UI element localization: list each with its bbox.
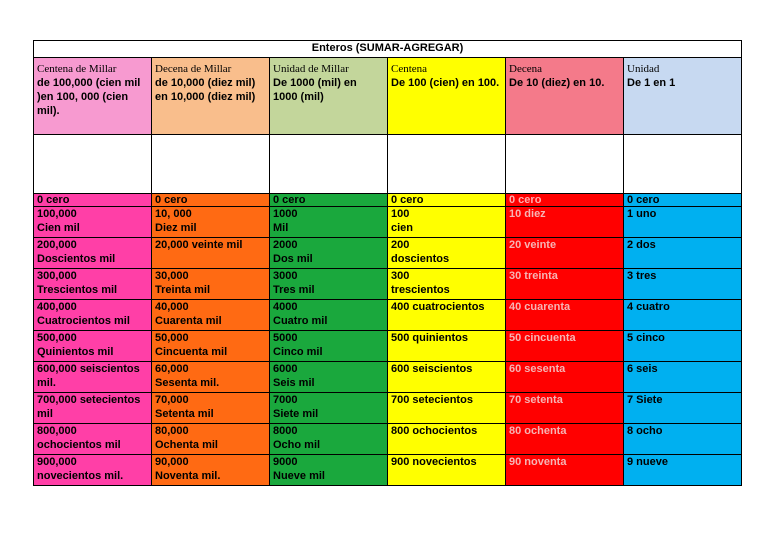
blank-cell xyxy=(34,135,152,194)
table-row xyxy=(34,300,742,331)
cell-number: 6000 xyxy=(273,363,298,375)
cell-number: 300,000 xyxy=(37,270,77,282)
cell-number: 800 ochocientos xyxy=(391,425,478,437)
cell-number: 4000 xyxy=(273,301,298,313)
cell-number: 500,000 xyxy=(37,332,77,344)
table-cell xyxy=(506,269,624,300)
table-cell xyxy=(506,455,624,486)
table-row xyxy=(34,238,742,269)
cell-words: Ocho mil xyxy=(273,439,321,451)
cell-number: 90,000 xyxy=(155,456,189,468)
zero-cell: 0 cero xyxy=(152,194,270,207)
cell-number: 10 diez xyxy=(509,208,546,220)
table-row xyxy=(34,331,742,362)
table-cell xyxy=(388,393,506,424)
table-cell xyxy=(624,207,742,238)
table-cell xyxy=(506,362,624,393)
cell-number: 700 setecientos xyxy=(391,394,473,406)
cell-number: 2000 xyxy=(273,239,298,251)
table-cell xyxy=(624,238,742,269)
cell-number: 900,000 xyxy=(37,456,77,468)
column-header-description: De 1000 (mil) en 1000 (mil) xyxy=(273,77,357,103)
table-cell xyxy=(506,207,624,238)
table-row xyxy=(34,393,742,424)
cell-words: trescientos xyxy=(391,284,450,296)
cell-number: 50,000 xyxy=(155,332,189,344)
cell-number: 50 cincuenta xyxy=(509,332,576,344)
cell-words: Quinientos mil xyxy=(37,346,114,358)
cell-number: 500 quinientos xyxy=(391,332,469,344)
cell-number: 9 nueve xyxy=(627,456,668,468)
cell-words: Nueve mil xyxy=(273,470,325,482)
zero-cell: 0 cero xyxy=(34,194,152,207)
cell-number: 8 ocho xyxy=(627,425,663,437)
cell-words: Trescientos mil xyxy=(37,284,118,296)
cell-number: 800,000 xyxy=(37,425,77,437)
table-cell xyxy=(624,455,742,486)
column-header xyxy=(506,58,624,135)
table-cell xyxy=(34,455,152,486)
cell-number: 200,000 xyxy=(37,239,77,251)
table-cell xyxy=(506,424,624,455)
cell-number: 8000 xyxy=(273,425,298,437)
cell-words: Diez mil xyxy=(155,222,197,234)
cell-number: 7 Siete xyxy=(627,394,663,406)
cell-number: 400 cuatrocientos xyxy=(391,301,485,313)
table-cell xyxy=(624,300,742,331)
table-cell xyxy=(624,269,742,300)
cell-words: Dos mil xyxy=(273,253,313,265)
table-cell xyxy=(34,331,152,362)
zero-cell: 0 cero xyxy=(506,194,624,207)
place-value-table xyxy=(33,40,742,486)
cell-words: Doscientos mil xyxy=(37,253,116,265)
column-header-description: de 100,000 (cien mil )en 100, 000 (cien mil). xyxy=(37,77,141,117)
table-cell xyxy=(624,424,742,455)
cell-words: Setenta mil xyxy=(155,408,214,420)
cell-words: mil. xyxy=(37,377,56,389)
table-cell xyxy=(270,207,388,238)
table-cell xyxy=(388,331,506,362)
table-cell xyxy=(388,238,506,269)
cell-words: Cuarenta mil xyxy=(155,315,222,327)
table-cell xyxy=(270,300,388,331)
cell-number: 70 setenta xyxy=(509,394,563,406)
zero-cell: 0 cero xyxy=(270,194,388,207)
cell-number: 7000 xyxy=(273,394,298,406)
column-header-description: De 1 en 1 xyxy=(627,77,676,89)
cell-number: 200 xyxy=(391,239,410,251)
cell-words: Cinco mil xyxy=(273,346,323,358)
table-cell xyxy=(152,455,270,486)
table-cell xyxy=(34,424,152,455)
table-cell xyxy=(506,393,624,424)
cell-number: 5000 xyxy=(273,332,298,344)
cell-number: 1000 xyxy=(273,208,298,220)
table-cell xyxy=(270,455,388,486)
blank-cell xyxy=(624,135,742,194)
zero-cell: 0 cero xyxy=(388,194,506,207)
zero-row xyxy=(34,194,742,207)
cell-number: 3 tres xyxy=(627,270,657,282)
blank-cell xyxy=(388,135,506,194)
column-header-description: de 10,000 (diez mil) en 10,000 (diez mil) xyxy=(155,77,256,103)
table-cell xyxy=(152,362,270,393)
blank-row xyxy=(34,135,742,194)
cell-words: Tres mil xyxy=(273,284,315,296)
cell-words: Cien mil xyxy=(37,222,80,234)
cell-words: Cuatro mil xyxy=(273,315,328,327)
table-cell xyxy=(388,362,506,393)
zero-cell: 0 cero xyxy=(624,194,742,207)
table-cell xyxy=(388,269,506,300)
column-header xyxy=(388,58,506,135)
cell-number: 80 ochenta xyxy=(509,425,567,437)
column-header-title: Decena xyxy=(509,63,542,75)
table-cell xyxy=(152,207,270,238)
cell-words: Cincuenta mil xyxy=(155,346,228,358)
table-row xyxy=(34,455,742,486)
cell-number: 60,000 xyxy=(155,363,189,375)
table-cell xyxy=(270,362,388,393)
table-cell xyxy=(270,393,388,424)
column-header-title: Unidad de Millar xyxy=(273,63,349,75)
cell-number: 100 xyxy=(391,208,410,220)
blank-cell xyxy=(152,135,270,194)
table-row xyxy=(34,207,742,238)
blank-cell xyxy=(506,135,624,194)
table-cell xyxy=(152,300,270,331)
table-cell xyxy=(270,269,388,300)
table-cell xyxy=(34,362,152,393)
table-cell xyxy=(270,331,388,362)
table-cell xyxy=(388,300,506,331)
table-cell xyxy=(152,269,270,300)
table-cell xyxy=(152,331,270,362)
cell-number: 2 dos xyxy=(627,239,656,251)
cell-number: 1 uno xyxy=(627,208,657,220)
cell-number: 600,000 seiscientos xyxy=(37,363,140,375)
cell-number: 700,000 setecientos xyxy=(37,394,141,406)
table-cell xyxy=(34,393,152,424)
cell-number: 9000 xyxy=(273,456,298,468)
cell-words: doscientos xyxy=(391,253,450,265)
cell-words: cien xyxy=(391,222,414,234)
column-header xyxy=(152,58,270,135)
cell-words: mil xyxy=(37,408,53,420)
cell-number: 30 treinta xyxy=(509,270,558,282)
table-cell xyxy=(506,300,624,331)
cell-number: 5 cinco xyxy=(627,332,665,344)
table-cell xyxy=(152,238,270,269)
cell-words: Cuatrocientos mil xyxy=(37,315,130,327)
table-row xyxy=(34,269,742,300)
cell-number: 900 novecientos xyxy=(391,456,477,468)
cell-number: 80,000 xyxy=(155,425,189,437)
cell-number: 10, 000 xyxy=(155,208,192,220)
cell-number: 20 veinte xyxy=(509,239,557,251)
table-cell xyxy=(152,393,270,424)
cell-words: Noventa mil. xyxy=(155,470,221,482)
cell-number: 300 xyxy=(391,270,410,282)
cell-number: 40 cuarenta xyxy=(509,301,571,313)
cell-words: novecientos mil. xyxy=(37,470,124,482)
column-header-title: Unidad xyxy=(627,63,660,75)
cell-words: Sesenta mil. xyxy=(155,377,220,389)
header-row xyxy=(34,58,742,135)
table-cell xyxy=(388,424,506,455)
table-cell xyxy=(388,455,506,486)
column-header-title: Decena de Millar xyxy=(155,63,232,75)
cell-words: Treinta mil xyxy=(155,284,211,296)
cell-number: 90 noventa xyxy=(509,456,567,468)
cell-words: Seis mil xyxy=(273,377,315,389)
cell-number: 30,000 xyxy=(155,270,189,282)
table-cell xyxy=(34,300,152,331)
cell-words: Ochenta mil xyxy=(155,439,218,451)
table-cell xyxy=(270,424,388,455)
column-header-description: De 10 (diez) en 10. xyxy=(509,77,605,89)
column-header xyxy=(270,58,388,135)
table-cell xyxy=(34,207,152,238)
cell-number: 3000 xyxy=(273,270,298,282)
column-header-title: Centena de Millar xyxy=(37,63,117,75)
cell-words: Mil xyxy=(273,222,289,234)
table-cell xyxy=(506,238,624,269)
column-header-description: De 100 (cien) en 100. xyxy=(391,77,500,89)
cell-number: 20,000 veinte mil xyxy=(155,239,243,251)
table-row xyxy=(34,424,742,455)
cell-number: 600 seiscientos xyxy=(391,363,473,375)
cell-number: 6 seis xyxy=(627,363,658,375)
cell-number: 4 cuatro xyxy=(627,301,670,313)
table-cell xyxy=(624,362,742,393)
cell-number: 400,000 xyxy=(37,301,77,313)
cell-words: Siete mil xyxy=(273,408,319,420)
table-cell xyxy=(624,331,742,362)
cell-number: 100,000 xyxy=(37,208,77,220)
table-cell xyxy=(624,393,742,424)
table-cell xyxy=(270,238,388,269)
column-header xyxy=(34,58,152,135)
table-cell xyxy=(152,424,270,455)
table-cell xyxy=(506,331,624,362)
cell-number: 40,000 xyxy=(155,301,189,313)
table-cell xyxy=(388,207,506,238)
blank-cell xyxy=(270,135,388,194)
cell-number: 70,000 xyxy=(155,394,189,406)
column-header xyxy=(624,58,742,135)
table-cell xyxy=(34,269,152,300)
column-header-title: Centena xyxy=(391,63,428,75)
cell-number: 60 sesenta xyxy=(509,363,566,375)
table-title: Enteros (SUMAR-AGREGAR) xyxy=(34,41,742,58)
cell-words: ochocientos mil xyxy=(37,439,121,451)
table-cell xyxy=(34,238,152,269)
table-row xyxy=(34,362,742,393)
